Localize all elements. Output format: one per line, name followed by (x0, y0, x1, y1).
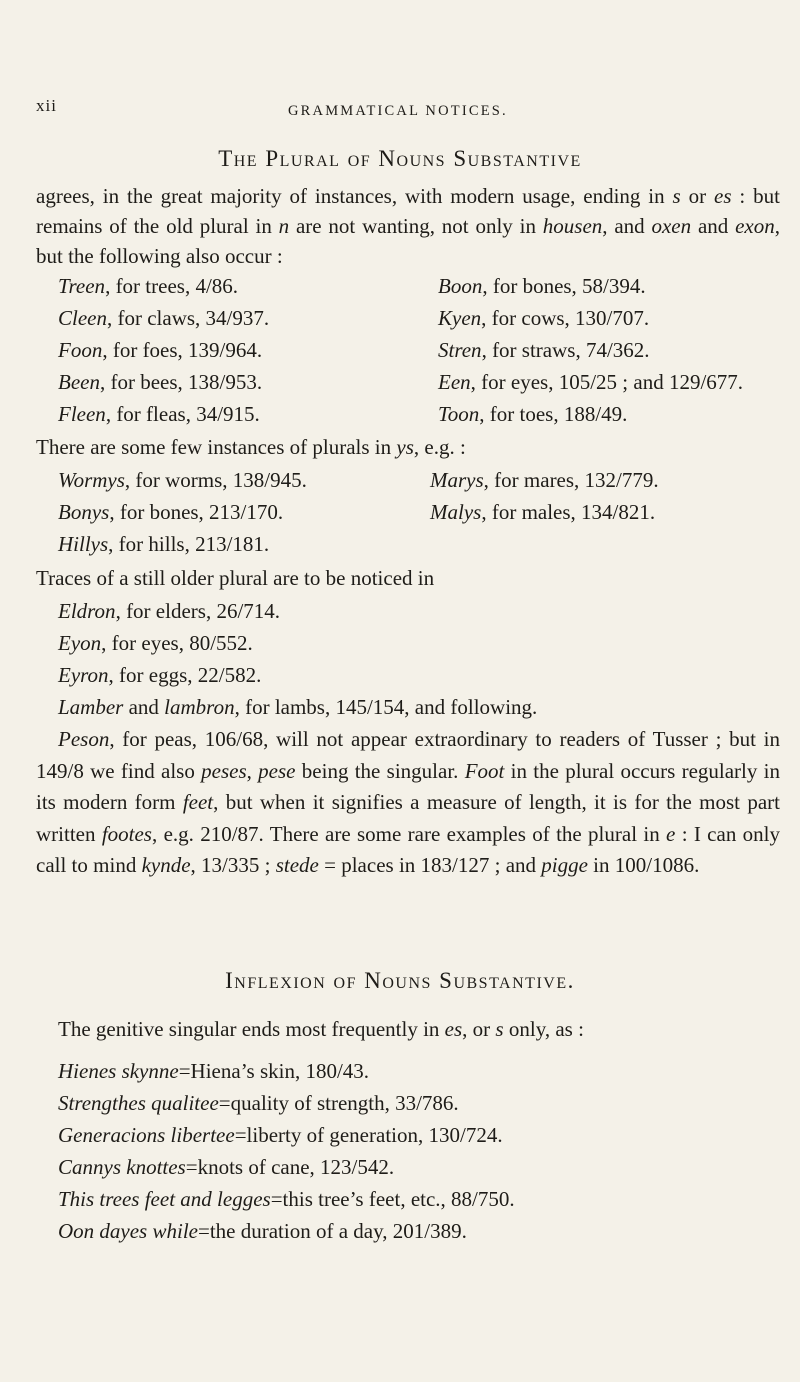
list-item: Oon dayes while=the duration of a day, 201/389. (58, 1219, 467, 1243)
list-item: Kyen, for cows, 130/707. (438, 306, 650, 330)
list-item: Foon, for foes, 139/964. (58, 338, 263, 362)
list-item: Cannys knottes=knots of cane, 123/542. (58, 1155, 395, 1179)
plural-intro-paragraph: agrees, in the great majority of instances, with modern usage, ending in s or es : but remains of the old plural in n are not wanting, not only in housen, and oxen and exon, but the following also occur : (36, 184, 780, 268)
list-item: Lamber and lambron, for lambs, 145/154, and following. (58, 695, 538, 719)
list-item: Wormys, for worms, 138/945. (58, 468, 307, 492)
list-item: Eldron, for elders, 26/714. (58, 599, 281, 623)
list-item: Strengthes qualitee=quality of strength, 33/786. (58, 1091, 459, 1115)
section-heading-plural: The Plural of Nouns Substantive (218, 146, 582, 171)
running-header (0, 76, 800, 119)
page-number: xii (36, 96, 57, 115)
list-item: Malys, for males, 134/821. (430, 500, 656, 524)
older-plural-intro: Traces of a still older plural are to be noticed in (36, 566, 435, 590)
list-item: Een, for eyes, 105/25 ; and 129/677. (438, 370, 744, 394)
list-item: Hillys, for hills, 213/181. (58, 532, 270, 556)
list-item: Toon, for toes, 188/49. (438, 402, 628, 426)
list-item: Generacions libertee=liberty of generation, 130/724. (58, 1123, 503, 1147)
list-item: Fleen, for fleas, 34/915. (58, 402, 260, 426)
running-title: GRAMMATICAL NOTICES. (288, 103, 508, 119)
list-item: Bonys, for bones, 213/170. (58, 500, 284, 524)
list-item: Boon, for bones, 58/394. (438, 274, 646, 298)
genitive-intro: The genitive singular ends most frequently in es, or s only, as : (58, 1017, 584, 1041)
list-item: Cleen, for claws, 34/937. (58, 306, 270, 330)
list-item: Eyon, for eyes, 80/552. (58, 631, 253, 655)
list-item: This trees feet and legges=this tree’s feet, etc., 88/750. (58, 1187, 515, 1211)
list-item: Hienes skynne=Hiena’s skin, 180/43. (58, 1059, 370, 1083)
list-item: Treen, for trees, 4/86. (58, 274, 239, 298)
list-item: Stren, for straws, 74/362. (438, 338, 650, 362)
ys-plural-intro: There are some few instances of plurals in ys, e.g. : (36, 435, 466, 459)
list-item: Marys, for mares, 132/779. (430, 468, 659, 492)
list-item: Eyron, for eggs, 22/582. (58, 663, 262, 687)
list-item: Been, for bees, 138/953. (58, 370, 263, 394)
peson-paragraph: Peson, for peas, 106/68, will not appear extraordinary to readers of Tusser ; but in 149/8 we find also peses, pese being the singular. Foot in the plural occurs regularly in its modern form feet, but when it signifies a measure of length, it is for the most part written footes, e.g. 210/87. There are some rare examples of the plural in e : I can only call to mind kynde, 13/335 ; stede = places in 183/127 ; and pigge in 100/1086. (36, 727, 780, 877)
section-heading-inflexion: Inflexion of Nouns Substantive. (225, 968, 575, 993)
